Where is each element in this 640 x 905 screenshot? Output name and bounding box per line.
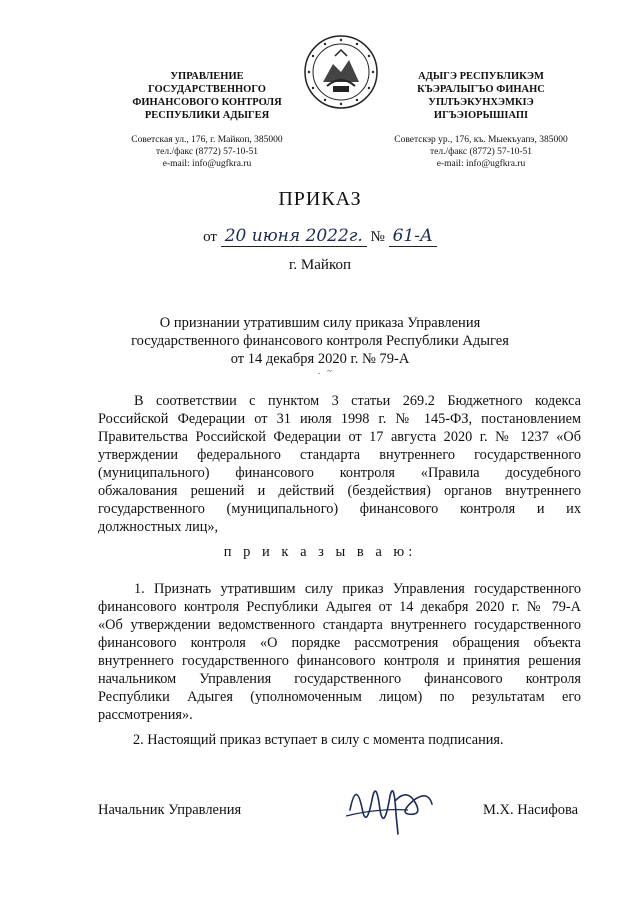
text-line: Республики Адыгея (уполномоченным лицом) по результатам его xyxy=(98,689,581,705)
text-line: финансового контроля «О порядке рассмотрения обращения объекта xyxy=(98,635,581,651)
order-item-1 xyxy=(98,580,581,724)
city: г. Майкоп xyxy=(288,257,352,273)
document-title: ПРИКАЗ xyxy=(278,188,362,210)
date-number-line xyxy=(0,226,640,246)
org-line: АДЫГЭ РЕСПУБЛИКЭМ xyxy=(418,71,544,82)
text-line: должностных лиц», xyxy=(98,519,219,535)
phone: тел./факс (8772) 57-10-51 xyxy=(430,147,532,157)
coat-of-arms-emblem xyxy=(303,34,379,110)
org-name-russian xyxy=(97,70,317,122)
text-line: государственного (муниципального) финансового контроля и их xyxy=(98,501,581,517)
handwritten-date: 20 июня 2022г. xyxy=(221,226,367,247)
text-line: внутреннего государственного финансового контроля и принятия решения xyxy=(98,653,581,669)
org-line: УПРАВЛЕНИЕ xyxy=(170,71,244,82)
signer-name: М.Х. Насифова xyxy=(483,802,579,818)
text-line: финансового контроля Республики Адыгея от 14 декабря 2020 г. № 79-А xyxy=(98,599,581,615)
subject-line: государственного финансового контроля Республики Адыгея xyxy=(131,333,509,349)
contacts-russian xyxy=(97,134,317,170)
date-prefix: от xyxy=(203,229,217,245)
text-line: Правительства Российской Федерации от 17 августа 2020 г. № 1237 «Об xyxy=(98,429,581,445)
subject-line: от 14 декабря 2020 г. № 79-А xyxy=(230,351,410,367)
org-line: КЪЭРАЛЫГЪО ФИНАНС xyxy=(417,84,545,95)
handwritten-number: 61-А xyxy=(389,226,437,247)
address: Советскэр ур., 176, къ. Мыекъуапэ, 385000 xyxy=(394,135,568,145)
org-line: ГОСУДАРСТВЕННОГО xyxy=(148,84,266,95)
text-line: (муниципального) финансового контроля «Правила досудебного xyxy=(98,465,581,481)
text-line: обжалования решений и действий (бездействия) органов внутреннего xyxy=(98,483,581,499)
text-line: В соответствии с пунктом 3 статьи 269.2 Бюджетного кодекса xyxy=(134,393,581,409)
org-name-adyghe xyxy=(371,70,591,122)
text-line: 1. Признать утратившим силу приказ Управления государственного xyxy=(134,581,581,597)
email: e-mail: info@ugfkra.ru xyxy=(162,159,252,169)
org-line: РЕСПУБЛИКИ АДЫГЕЯ xyxy=(144,110,270,121)
order-word: п р и к а з ы в а ю: xyxy=(223,544,417,560)
text-line: начальником Управления государственного финансового контроля xyxy=(98,671,581,687)
text-line: Российской Федерации от 31 июля 1998 г. № 145-ФЗ, постановлением xyxy=(98,411,581,427)
header-right-block xyxy=(371,70,591,170)
document-subject xyxy=(0,314,640,368)
email: e-mail: info@ugfkra.ru xyxy=(436,159,526,169)
address: Советская ул., 176, г. Майкоп, 385000 xyxy=(131,135,283,145)
phone: тел./факс (8772) 57-10-51 xyxy=(156,147,258,157)
preamble-paragraph xyxy=(98,392,581,536)
scan-mark: . ~ xyxy=(318,366,332,376)
order-item-2: 2. Настоящий приказ вступает в силу с момента подписания. xyxy=(133,732,504,748)
org-line: УПЛЪЭКУНХЭМКІЭ xyxy=(428,97,534,108)
signer-position: Начальник Управления xyxy=(98,802,242,818)
text-line: утверждении федерального стандарта внутреннего государственного xyxy=(98,447,581,463)
subject-line: О признании утратившим силу приказа Управления xyxy=(159,315,481,331)
org-line: ИГЪЭІОРЫШІАПІ xyxy=(433,110,529,121)
handwritten-signature xyxy=(338,770,438,840)
contacts-adyghe xyxy=(371,134,591,170)
header-left-block xyxy=(97,70,317,170)
text-line: «Об утверждении ведомственного стандарта внутреннего государственного xyxy=(98,617,581,633)
org-line: ФИНАНСОВОГО КОНТРОЛЯ xyxy=(132,97,282,108)
number-prefix: № xyxy=(370,229,385,245)
text-line: рассмотрения». xyxy=(98,707,193,723)
